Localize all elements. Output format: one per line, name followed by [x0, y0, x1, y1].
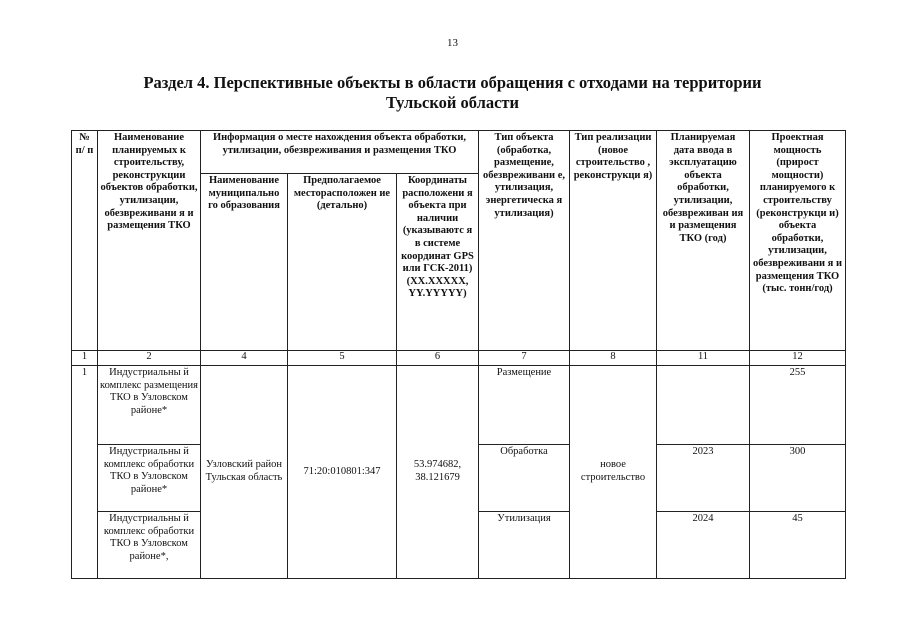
- header-name: Наименование планируемых к строительству, реконструкции объектов обработки, утилизации, обезвреживани я и размещения ТКО: [98, 131, 201, 351]
- column-number: 1: [72, 351, 98, 366]
- capacity: 45: [750, 512, 846, 579]
- column-number: 2: [98, 351, 201, 366]
- header-capacity: Проектная мощность (прирост мощности) планируемого к строительству (реконструкци и) объекта обработки, утилизации, обезвреживани я и размещения ТКО (тыс. тонн/год): [750, 131, 846, 351]
- column-number-row: [72, 351, 846, 366]
- header-location: Предполагаемое месторасположен ие (детально): [288, 174, 397, 351]
- header-num: № п/ п: [72, 131, 98, 351]
- title-line-1: Раздел 4. Перспективные объекты в области обращения с отходами на территории: [143, 73, 762, 92]
- table-row: [72, 366, 846, 445]
- header-coords: Координаты расположени я объекта при наличии (указываютс я в системе координат GPS или ГСК-2011) (XX.XXXXX, YY.YYYYY): [397, 174, 479, 351]
- realization-type: новое строительство: [570, 366, 657, 579]
- header-realization: Тип реализации (новое строительство , реконструкци я): [570, 131, 657, 351]
- coordinates: 53.974682, 38.121679: [397, 366, 479, 579]
- municipality: Узловский район Тульская область: [201, 366, 288, 579]
- facility-type: Утилизация: [479, 512, 570, 579]
- column-number: 4: [201, 351, 288, 366]
- capacity: 300: [750, 445, 846, 512]
- header-type: Тип объекта (обработка, размещение, обезвреживани е, утилизация, энергетическа я утилизация): [479, 131, 570, 351]
- facility-name: Индустриальны й комплекс размещения ТКО в Узловском районе*: [98, 366, 201, 445]
- column-number: 8: [570, 351, 657, 366]
- section-title: [0, 73, 905, 113]
- column-number: 12: [750, 351, 846, 366]
- facility-type: Обработка: [479, 445, 570, 512]
- facilities-table: [71, 130, 846, 579]
- page-number: 13: [447, 37, 458, 49]
- header-date: Планируемая дата ввода в эксплуатацию объекта обработки, утилизации, обезвреживан ия и размещения ТКО (год): [657, 131, 750, 351]
- facility-name: Индустриальны й комплекс обработки ТКО в Узловском районе*: [98, 445, 201, 512]
- row-num: 1: [72, 366, 98, 579]
- commissioning-year: 2023: [657, 445, 750, 512]
- commissioning-year: [657, 366, 750, 445]
- capacity: 255: [750, 366, 846, 445]
- title-line-2: Тульской области: [385, 93, 520, 112]
- column-number: 6: [397, 351, 479, 366]
- column-number: 11: [657, 351, 750, 366]
- facility-name: Индустриальны й комплекс обработки ТКО в Узловском районе*,: [98, 512, 201, 579]
- facility-type: Размещение: [479, 366, 570, 445]
- location: 71:20:010801:347: [288, 366, 397, 579]
- header-row-1: [72, 131, 846, 174]
- column-number: 7: [479, 351, 570, 366]
- header-municipality: Наименование муниципально го образования: [201, 174, 288, 351]
- column-number: 5: [288, 351, 397, 366]
- header-info-group: Информация о месте нахождения объекта обработки, утилизации, обезвреживания и размещения ТКО: [201, 131, 479, 174]
- commissioning-year: 2024: [657, 512, 750, 579]
